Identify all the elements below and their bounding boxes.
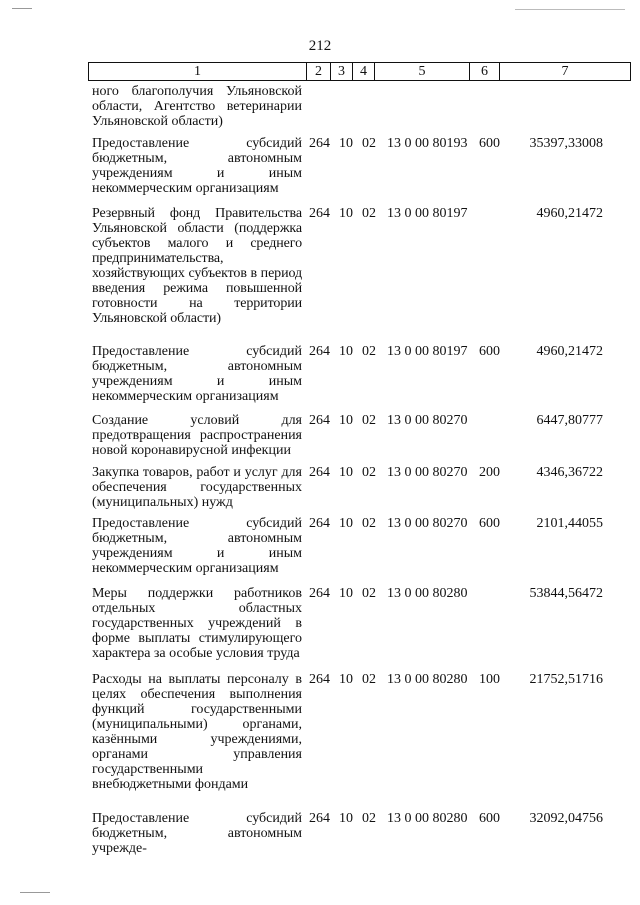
row-amount: 53844,56472 xyxy=(529,586,603,601)
row-description: Предоставление субсидий бюджетным, автономным учреждениям и иным некоммерческим организациям xyxy=(92,344,302,404)
header-col-5: 5 xyxy=(375,63,470,80)
row-section-code: 10 xyxy=(339,413,353,428)
row-section-code: 10 xyxy=(339,344,353,359)
row-ministry-code: 264 xyxy=(309,206,330,221)
row-expense-type: 100 xyxy=(479,672,500,687)
row-ministry-code: 264 xyxy=(309,811,330,826)
header-col-3: 3 xyxy=(331,63,353,80)
row-target-code: 13 0 00 80280 xyxy=(387,672,468,687)
row-amount: 21752,51716 xyxy=(529,672,603,687)
row-target-code: 13 0 00 80270 xyxy=(387,516,468,531)
row-subsection-code: 02 xyxy=(362,206,376,221)
page-number: 212 xyxy=(308,38,332,54)
row-expense-type: 600 xyxy=(479,136,500,151)
scan-artifact xyxy=(12,8,32,9)
row-ministry-code: 264 xyxy=(309,344,330,359)
header-col-2: 2 xyxy=(307,63,331,80)
row-subsection-code: 02 xyxy=(362,344,376,359)
header-col-6: 6 xyxy=(470,63,500,80)
row-amount: 35397,33008 xyxy=(529,136,603,151)
row-expense-type: 600 xyxy=(479,344,500,359)
row-description: Предоставление субсидий бюджетным, автономным учрежде- xyxy=(92,811,302,856)
row-ministry-code: 264 xyxy=(309,136,330,151)
row-ministry-code: 264 xyxy=(309,413,330,428)
row-subsection-code: 02 xyxy=(362,136,376,151)
scan-artifact xyxy=(20,892,50,893)
row-section-code: 10 xyxy=(339,516,353,531)
row-target-code: 13 0 00 80270 xyxy=(387,465,468,480)
row-expense-type: 200 xyxy=(479,465,500,480)
row-amount: 4346,36722 xyxy=(536,465,603,480)
row-section-code: 10 xyxy=(339,136,353,151)
row-ministry-code: 264 xyxy=(309,516,330,531)
row-expense-type: 600 xyxy=(479,516,500,531)
row-description: Предоставление субсидий бюджетным, автономным учреждениям и иным некоммерческим организациям xyxy=(92,136,302,196)
row-ministry-code: 264 xyxy=(309,465,330,480)
row-description: Расходы на выплаты персоналу в целях обеспечения выполнения функций государственными (муниципальными) органами, казёнными учреждениями, органами управления государственными внебюджетными фондами xyxy=(92,672,302,792)
row-amount: 4960,21472 xyxy=(536,344,603,359)
row-description: Предоставление субсидий бюджетным, автономным учреждениям и иным некоммерческим организациям xyxy=(92,516,302,576)
row-description: Резервный фонд Правительства Ульяновской области (поддержка субъектов малого и среднего предпринимательства, хозяйствующих субъектов в период введения режима повышенной готовности на территории Ульяновской области) xyxy=(92,206,302,326)
row-section-code: 10 xyxy=(339,811,353,826)
row-ministry-code: 264 xyxy=(309,586,330,601)
row-subsection-code: 02 xyxy=(362,465,376,480)
row-subsection-code: 02 xyxy=(362,586,376,601)
row-amount: 6447,80777 xyxy=(536,413,603,428)
row-amount: 4960,21472 xyxy=(536,206,603,221)
header-col-1: 1 xyxy=(89,63,307,80)
row-target-code: 13 0 00 80193 xyxy=(387,136,468,151)
row-section-code: 10 xyxy=(339,465,353,480)
row-subsection-code: 02 xyxy=(362,413,376,428)
row-description: Закупка товаров, работ и услуг для обеспечения государственных (муниципальных) нужд xyxy=(92,465,302,510)
row-target-code: 13 0 00 80280 xyxy=(387,586,468,601)
scan-artifact xyxy=(515,9,625,10)
row-section-code: 10 xyxy=(339,672,353,687)
row-description: ного благополучия Ульяновской области, Агентство ветеринарии Ульяновской области) xyxy=(92,84,302,129)
row-target-code: 13 0 00 80197 xyxy=(387,206,468,221)
row-section-code: 10 xyxy=(339,206,353,221)
table-header xyxy=(88,62,631,81)
row-section-code: 10 xyxy=(339,586,353,601)
row-target-code: 13 0 00 80270 xyxy=(387,413,468,428)
header-col-7: 7 xyxy=(561,64,569,79)
row-ministry-code: 264 xyxy=(309,672,330,687)
row-amount: 2101,44055 xyxy=(536,516,603,531)
row-target-code: 13 0 00 80197 xyxy=(387,344,468,359)
row-subsection-code: 02 xyxy=(362,811,376,826)
row-target-code: 13 0 00 80280 xyxy=(387,811,468,826)
row-description: Создание условий для предотвращения распространения новой коронавирусной инфекции xyxy=(92,413,302,458)
row-subsection-code: 02 xyxy=(362,672,376,687)
row-expense-type: 600 xyxy=(479,811,500,826)
row-subsection-code: 02 xyxy=(362,516,376,531)
row-amount: 32092,04756 xyxy=(529,811,603,826)
header-col-4: 4 xyxy=(353,63,375,80)
row-description: Меры поддержки работников отдельных областных государственных учреждений в форме выплаты стимулирующего характера за особые условия труда xyxy=(92,586,302,661)
